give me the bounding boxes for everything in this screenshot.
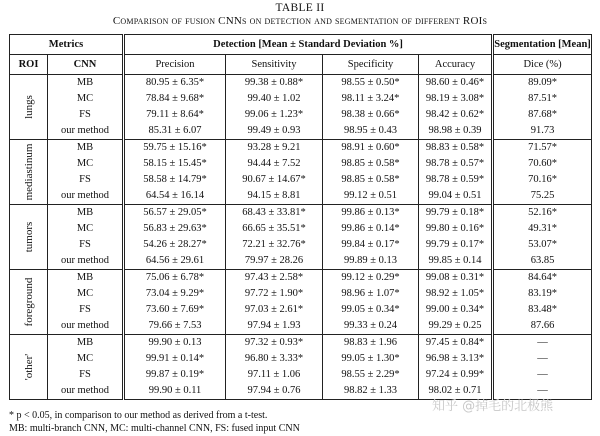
table-row bbox=[10, 91, 592, 107]
dice-cell: 70.60* bbox=[493, 156, 592, 172]
accuracy-cell: 97.45 ± 0.84* bbox=[419, 335, 493, 352]
accuracy-cell: 96.98 ± 3.13* bbox=[419, 351, 493, 367]
specificity-cell: 98.85 ± 0.58* bbox=[323, 156, 419, 172]
specificity-cell: 98.85 ± 0.58* bbox=[323, 172, 419, 188]
table-row bbox=[10, 302, 592, 318]
specificity-cell: 98.95 ± 0.43 bbox=[323, 123, 419, 140]
results-table bbox=[9, 34, 592, 400]
specificity-cell: 98.91 ± 0.60* bbox=[323, 140, 419, 157]
accuracy-cell: 99.85 ± 0.14 bbox=[419, 253, 493, 270]
cnn-cell: MC bbox=[48, 221, 124, 237]
dice-cell: 75.25 bbox=[493, 188, 592, 205]
specificity-cell: 99.86 ± 0.13* bbox=[323, 205, 419, 222]
specificity-cell: 99.89 ± 0.13 bbox=[323, 253, 419, 270]
header-row-bottom bbox=[10, 55, 592, 75]
accuracy-cell: 99.29 ± 0.25 bbox=[419, 318, 493, 335]
accuracy-cell: 99.00 ± 0.34* bbox=[419, 302, 493, 318]
specificity-cell: 99.33 ± 0.24 bbox=[323, 318, 419, 335]
cnn-cell: MC bbox=[48, 286, 124, 302]
accuracy-cell: 99.80 ± 0.16* bbox=[419, 221, 493, 237]
accuracy-cell: 98.92 ± 1.05* bbox=[419, 286, 493, 302]
accuracy-cell: 98.02 ± 0.71 bbox=[419, 383, 493, 400]
cnn-cell: our method bbox=[48, 383, 124, 400]
table-row bbox=[10, 123, 592, 140]
roi-label: 'other' bbox=[22, 353, 35, 381]
precision-header: Precision bbox=[124, 55, 226, 75]
precision-cell: 99.91 ± 0.14* bbox=[124, 351, 226, 367]
dice-cell: 83.19* bbox=[493, 286, 592, 302]
dice-header: Dice (%) bbox=[493, 55, 592, 75]
precision-cell: 59.75 ± 15.16* bbox=[124, 140, 226, 157]
table-row bbox=[10, 107, 592, 123]
cnn-cell: MC bbox=[48, 91, 124, 107]
sensitivity-cell: 99.40 ± 1.02 bbox=[226, 91, 323, 107]
precision-cell: 79.66 ± 7.53 bbox=[124, 318, 226, 335]
footnote-significance: * p < 0.05, in comparison to our method as derived from a t-test. bbox=[9, 410, 268, 421]
precision-cell: 99.87 ± 0.19* bbox=[124, 367, 226, 383]
table-row bbox=[10, 221, 592, 237]
dice-cell: 49.31* bbox=[493, 221, 592, 237]
sensitivity-cell: 94.44 ± 7.52 bbox=[226, 156, 323, 172]
dice-cell: 83.48* bbox=[493, 302, 592, 318]
specificity-cell: 99.05 ± 0.34* bbox=[323, 302, 419, 318]
precision-cell: 85.31 ± 6.07 bbox=[124, 123, 226, 140]
dice-cell: 91.73 bbox=[493, 123, 592, 140]
accuracy-cell: 98.60 ± 0.46* bbox=[419, 75, 493, 92]
dice-cell: — bbox=[493, 335, 592, 352]
sensitivity-cell: 90.67 ± 14.67* bbox=[226, 172, 323, 188]
dice-cell: 63.85 bbox=[493, 253, 592, 270]
cnn-cell: our method bbox=[48, 123, 124, 140]
sensitivity-cell: 79.97 ± 28.26 bbox=[226, 253, 323, 270]
roi-cell bbox=[10, 205, 48, 270]
specificity-cell: 99.05 ± 1.30* bbox=[323, 351, 419, 367]
table-row bbox=[10, 237, 592, 253]
sensitivity-cell: 66.65 ± 35.51* bbox=[226, 221, 323, 237]
dice-cell: — bbox=[493, 383, 592, 400]
table-row bbox=[10, 140, 592, 157]
sensitivity-cell: 97.94 ± 0.76 bbox=[226, 383, 323, 400]
cnn-cell: MC bbox=[48, 351, 124, 367]
specificity-cell: 98.96 ± 1.07* bbox=[323, 286, 419, 302]
roi-cell bbox=[10, 270, 48, 335]
cnn-header: CNN bbox=[48, 55, 124, 75]
accuracy-cell: 98.78 ± 0.57* bbox=[419, 156, 493, 172]
precision-cell: 99.90 ± 0.13 bbox=[124, 335, 226, 352]
roi-cell bbox=[10, 140, 48, 205]
sensitivity-cell: 97.32 ± 0.93* bbox=[226, 335, 323, 352]
sensitivity-cell: 68.43 ± 33.81* bbox=[226, 205, 323, 222]
sensitivity-cell: 99.38 ± 0.88* bbox=[226, 75, 323, 92]
sensitivity-cell: 97.43 ± 2.58* bbox=[226, 270, 323, 287]
precision-cell: 75.06 ± 6.78* bbox=[124, 270, 226, 287]
table-row bbox=[10, 205, 592, 222]
cnn-cell: our method bbox=[48, 188, 124, 205]
specificity-cell: 98.55 ± 0.50* bbox=[323, 75, 419, 92]
metrics-header: Metrics bbox=[10, 35, 124, 55]
dice-cell: 87.66 bbox=[493, 318, 592, 335]
specificity-cell: 98.82 ± 1.33 bbox=[323, 383, 419, 400]
sensitivity-cell: 97.72 ± 1.90* bbox=[226, 286, 323, 302]
specificity-cell: 99.84 ± 0.17* bbox=[323, 237, 419, 253]
table-row bbox=[10, 188, 592, 205]
footnote-abbreviations: MB: multi-branch CNN, MC: multi-channel CNN, FS: fused input CNN bbox=[9, 423, 300, 434]
sensitivity-cell: 94.15 ± 8.81 bbox=[226, 188, 323, 205]
segmentation-header: Segmentation [Mean] bbox=[493, 35, 592, 55]
specificity-cell: 98.38 ± 0.66* bbox=[323, 107, 419, 123]
sensitivity-cell: 97.11 ± 1.06 bbox=[226, 367, 323, 383]
table-row bbox=[10, 253, 592, 270]
precision-cell: 79.11 ± 8.64* bbox=[124, 107, 226, 123]
precision-cell: 99.90 ± 0.11 bbox=[124, 383, 226, 400]
accuracy-cell: 99.79 ± 0.18* bbox=[419, 205, 493, 222]
table-row bbox=[10, 270, 592, 287]
specificity-header: Specificity bbox=[323, 55, 419, 75]
table-row bbox=[10, 75, 592, 92]
dice-cell: 53.07* bbox=[493, 237, 592, 253]
dice-cell: — bbox=[493, 351, 592, 367]
roi-cell bbox=[10, 75, 48, 140]
detection-header: Detection [Mean ± Standard Deviation %] bbox=[124, 35, 493, 55]
table-title: Comparison of fusion CNNs on detection and segmentation of different ROIs bbox=[112, 15, 488, 27]
dice-cell: 71.57* bbox=[493, 140, 592, 157]
dice-cell: 84.64* bbox=[493, 270, 592, 287]
roi-header: ROI bbox=[10, 55, 48, 75]
watermark: 知乎 @掉毛的北极熊 bbox=[432, 399, 554, 414]
table-row bbox=[10, 351, 592, 367]
cnn-cell: MB bbox=[48, 205, 124, 222]
cnn-cell: MB bbox=[48, 270, 124, 287]
accuracy-cell: 98.19 ± 3.08* bbox=[419, 91, 493, 107]
table-row bbox=[10, 367, 592, 383]
specificity-cell: 99.12 ± 0.51 bbox=[323, 188, 419, 205]
cnn-cell: MB bbox=[48, 75, 124, 92]
precision-cell: 78.84 ± 9.68* bbox=[124, 91, 226, 107]
sensitivity-cell: 97.94 ± 1.93 bbox=[226, 318, 323, 335]
specificity-cell: 98.55 ± 2.29* bbox=[323, 367, 419, 383]
precision-cell: 58.15 ± 15.45* bbox=[124, 156, 226, 172]
accuracy-cell: 99.79 ± 0.17* bbox=[419, 237, 493, 253]
cnn-cell: FS bbox=[48, 367, 124, 383]
table-row bbox=[10, 318, 592, 335]
cnn-cell: FS bbox=[48, 172, 124, 188]
header-row-top bbox=[10, 35, 592, 55]
accuracy-cell: 98.78 ± 0.59* bbox=[419, 172, 493, 188]
accuracy-cell: 98.98 ± 0.39 bbox=[419, 123, 493, 140]
dice-cell: 89.09* bbox=[493, 75, 592, 92]
cnn-cell: MB bbox=[48, 335, 124, 352]
precision-cell: 64.54 ± 16.14 bbox=[124, 188, 226, 205]
dice-cell: — bbox=[493, 367, 592, 383]
table-body bbox=[10, 75, 592, 400]
precision-cell: 73.60 ± 7.69* bbox=[124, 302, 226, 318]
precision-cell: 58.58 ± 14.79* bbox=[124, 172, 226, 188]
roi-label: foreground bbox=[22, 277, 35, 327]
roi-label: mediastinum bbox=[22, 143, 35, 201]
cnn-cell: MB bbox=[48, 140, 124, 157]
cnn-cell: MC bbox=[48, 156, 124, 172]
sensitivity-cell: 93.28 ± 9.21 bbox=[226, 140, 323, 157]
specificity-cell: 99.86 ± 0.14* bbox=[323, 221, 419, 237]
cnn-cell: our method bbox=[48, 253, 124, 270]
cnn-cell: our method bbox=[48, 318, 124, 335]
table-row bbox=[10, 286, 592, 302]
precision-cell: 56.57 ± 29.05* bbox=[124, 205, 226, 222]
accuracy-cell: 98.42 ± 0.62* bbox=[419, 107, 493, 123]
sensitivity-header: Sensitivity bbox=[226, 55, 323, 75]
sensitivity-cell: 72.21 ± 32.76* bbox=[226, 237, 323, 253]
accuracy-cell: 99.08 ± 0.31* bbox=[419, 270, 493, 287]
roi-label: lungs bbox=[22, 95, 35, 119]
sensitivity-cell: 99.49 ± 0.93 bbox=[226, 123, 323, 140]
sensitivity-cell: 99.06 ± 1.23* bbox=[226, 107, 323, 123]
precision-cell: 64.56 ± 29.61 bbox=[124, 253, 226, 270]
dice-cell: 87.51* bbox=[493, 91, 592, 107]
table-row bbox=[10, 335, 592, 352]
dice-cell: 70.16* bbox=[493, 172, 592, 188]
accuracy-cell: 98.83 ± 0.58* bbox=[419, 140, 493, 157]
table-row bbox=[10, 172, 592, 188]
precision-cell: 56.83 ± 29.63* bbox=[124, 221, 226, 237]
specificity-cell: 98.83 ± 1.96 bbox=[323, 335, 419, 352]
accuracy-cell: 99.04 ± 0.51 bbox=[419, 188, 493, 205]
dice-cell: 52.16* bbox=[493, 205, 592, 222]
table-row bbox=[10, 156, 592, 172]
sensitivity-cell: 97.03 ± 2.61* bbox=[226, 302, 323, 318]
specificity-cell: 98.11 ± 3.24* bbox=[323, 91, 419, 107]
accuracy-cell: 97.24 ± 0.99* bbox=[419, 367, 493, 383]
table-number: TABLE II bbox=[275, 2, 325, 14]
precision-cell: 73.04 ± 9.29* bbox=[124, 286, 226, 302]
roi-label: tumors bbox=[22, 221, 35, 253]
specificity-cell: 99.12 ± 0.29* bbox=[323, 270, 419, 287]
precision-cell: 54.26 ± 28.27* bbox=[124, 237, 226, 253]
cnn-cell: FS bbox=[48, 302, 124, 318]
cnn-cell: FS bbox=[48, 237, 124, 253]
precision-cell: 80.95 ± 6.35* bbox=[124, 75, 226, 92]
cnn-cell: FS bbox=[48, 107, 124, 123]
dice-cell: 87.68* bbox=[493, 107, 592, 123]
sensitivity-cell: 96.80 ± 3.33* bbox=[226, 351, 323, 367]
accuracy-header: Accuracy bbox=[419, 55, 493, 75]
roi-cell bbox=[10, 335, 48, 400]
